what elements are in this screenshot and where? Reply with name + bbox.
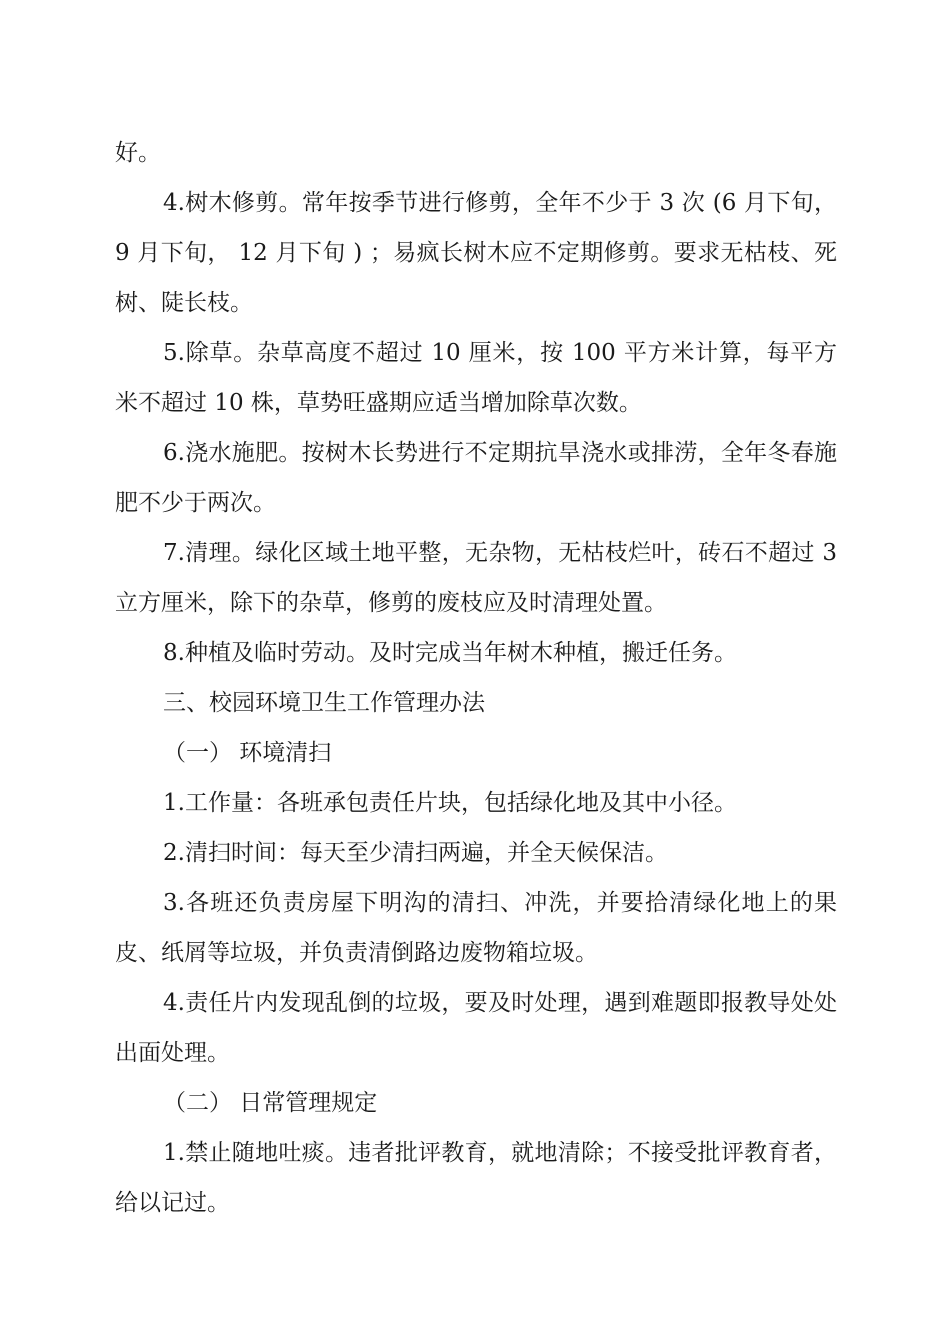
paragraph-planting: 8.种植及临时劳动。及时完成当年树木种植，搬迁任务。: [163, 640, 737, 666]
section-heading-campus-hygiene: 三、校园环境卫生工作管理办法: [163, 690, 485, 716]
paragraph-workload: 1.工作量：各班承包责任片块，包括绿化地及其中小径。: [163, 790, 737, 816]
subsection-heading-daily-rules: （二） 日常管理规定: [163, 1090, 378, 1116]
paragraph-ditch-cleaning: 3.各班还负责房屋下明沟的清扫、冲洗，并要拾清绿化地上的果皮、纸屑等垃圾，并负责清倒路边废物箱垃圾。: [115, 890, 837, 966]
paragraph-weeding: 5.除草。杂草高度不超过 10 厘米，按 100 平方米计算，每平方米不超过 10 株，草势旺盛期应适当增加除草次数。: [115, 340, 837, 416]
paragraph-watering-fertilizing: 6.浇水施肥。按树木长势进行不定期抗旱浇水或排涝，全年冬春施肥不少于两次。: [115, 440, 837, 516]
paragraph-tree-pruning: 4.树木修剪。常年按季节进行修剪，全年不少于 3 次 (6 月下旬， 9 月下旬， 12 月下旬 ) ；易疯长树木应不定期修剪。要求无枯枝、死树、陡长枝。: [115, 190, 837, 316]
paragraph-no-spitting: 1.禁止随地吐痰。违者批评教育，就地清除；不接受批评教育者，给以记过。: [115, 1140, 837, 1216]
paragraph-continuation: 好。: [115, 140, 161, 166]
subsection-heading-cleaning: （一） 环境清扫: [163, 740, 332, 766]
paragraph-cleaning-time: 2.清扫时间：每天至少清扫两遍，并全天候保洁。: [163, 840, 668, 866]
document-body: [115, 128, 837, 1228]
paragraph-garbage-handling: 4.责任片内发现乱倒的垃圾，要及时处理，遇到难题即报教导处处出面处理。: [115, 990, 837, 1066]
paragraph-cleanup: 7.清理。绿化区域土地平整，无杂物，无枯枝烂叶，砖石不超过 3 立方厘米，除下的杂草，修剪的废枝应及时清理处置。: [115, 540, 837, 616]
